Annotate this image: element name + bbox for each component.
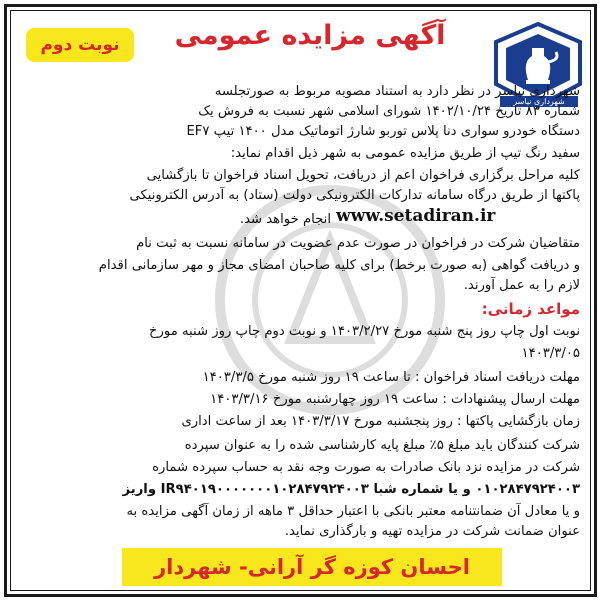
mayor-signature: احسان کوزه گر آرانی- شهردار: [122, 548, 502, 586]
deposit-line-5: عنوان ضمانت شرکت در مزایده تهیه و بارگذاری نماید.: [284, 524, 580, 539]
intro-line-2: شماره ۸۳ تاریخ ۱۴۰۲/۱۰/۲۴ شورای اسلامی شهر نسبت به فروش یک: [198, 104, 580, 119]
deposit-line-2: شرکت در مزایده نزد بانک صادرات به صورت وجه نقد به حساب سپرده شماره: [152, 460, 580, 475]
schedule-opening: زمان بازگشایی پاکتها : روز پنجشنبه مورخ ۱۴۰۳/۳/۱۷ بعد از ساعت اداری: [181, 414, 580, 429]
intro-line-4: سفید رنگ تیپ از طریق مزایده عمومی به شهر ذیل اقدام نماید:: [230, 146, 580, 161]
setad-url-link[interactable]: www.setadiran.ir: [336, 206, 496, 226]
intro-line-3: دستگاه خودرو سواری دنا پلاس توربو شارژ اتوماتیک مدل ۱۴۰۰ تیپ EF۷: [186, 124, 580, 139]
deposit-line-4: و یا معادل آن ضمانتنامه معتبر بانکی با اعتبار حداقل ۳ ماهه از زمان آگهی مزایده به: [126, 504, 580, 519]
schedule-print-line-1: نوبت اول چاپ روز پنج شنبه مورخ ۱۴۰۳/۲/۲۷ و نوبت دوم چاپ روز شنبه مورخ: [149, 324, 580, 339]
schedule-print-line-2: ۱۴۰۳/۳/۰۵: [521, 346, 580, 361]
process-line-1: کلیه مراحل برگزاری فراخوان اعم از دریافت، تحویل اسناد فراخوان تا بازگشایی: [146, 168, 580, 183]
schedule-heading: مواعد زمانی:: [481, 300, 580, 318]
intro-line-1: شهرداری نیاسر در نظر دارد به استناد مصوبه مربوط به صورتجلسه: [214, 84, 580, 99]
process-line-3: انجام خواهد شد.: [239, 212, 331, 227]
applicants-line-3: لازم را به عمل آورند.: [463, 278, 580, 293]
process-line-2: پاکتها از طریق درگاه سامانه تدارکات الکترونیکی دولت (ستاد) به آدرس الکترونیکی: [129, 188, 580, 203]
schedule-doc-deadline: مهلت دریافت اسناد فراخوان : تا ساعت ۱۹ روز شنبه مورخ ۱۴۰۳/۳/۵: [202, 370, 580, 385]
schedule-bid-deadline: مهلت ارسال پیشنهادات : ساعت ۱۹ روز چهارشنبه مورخ ۱۴۰۳/۳/۱۶: [210, 392, 580, 407]
edition-badge: نوبت دوم: [26, 28, 134, 62]
deposit-line-3: ۰۱۰۲۸۴۷۹۲۴۰۰۳ و یا شماره شبا IR۹۴۰۱۹۰۰۰۰۰۰۰۱۰۲۸۴۷۹۲۴۰۰۳ واریز: [122, 482, 580, 497]
deposit-line-1: شرکت کنندگان باید مبلغ ۵٪ مبلغ پایه کارشناسی شده را به عنوان سپرده: [184, 438, 580, 453]
applicants-line-1: متقاضیان شرکت در فراخوان در صورت عدم عضویت در سامانه نسبت به ثبت نام: [136, 236, 580, 251]
logo-caption: شهرداری نیاسر: [500, 96, 578, 107]
page-title: آگهی مزایده عمومی: [174, 20, 446, 51]
applicants-line-2: و دریافت گواهی (به صورت برخط) برای کلیه صاحبان امضای مجاز و مهر سازمانی اقدام: [98, 258, 580, 273]
